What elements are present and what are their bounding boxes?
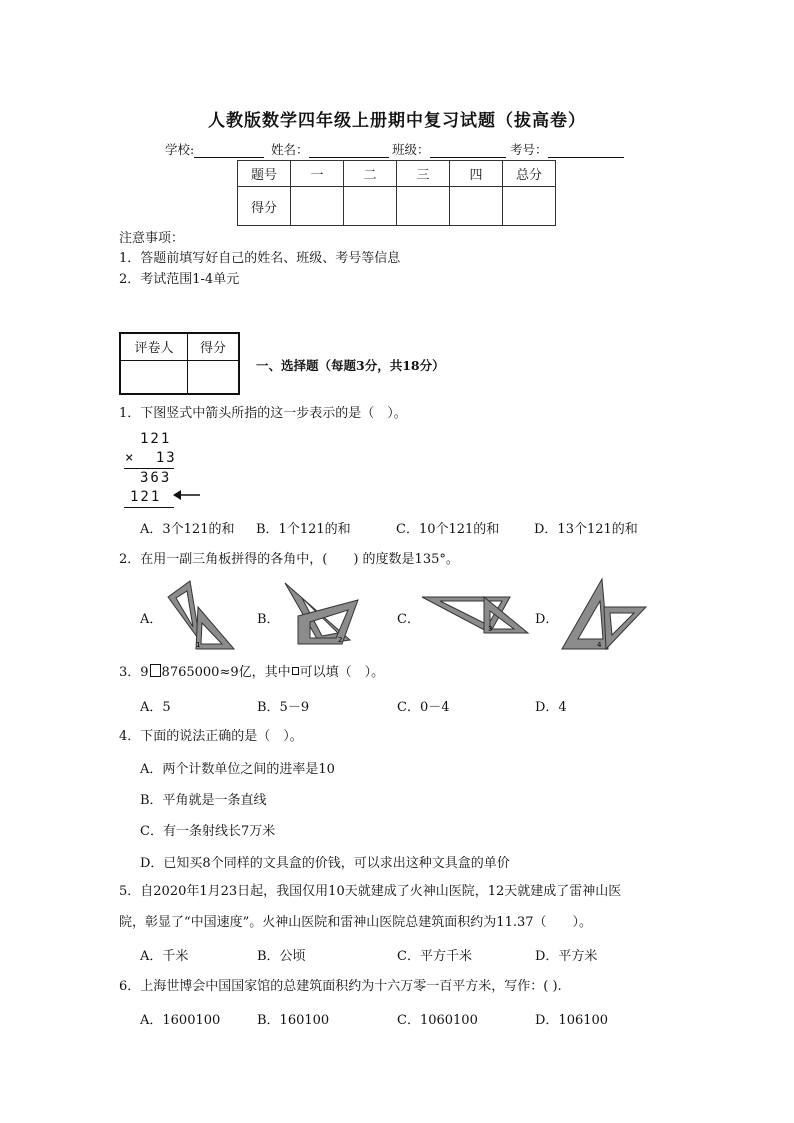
q5-option-c[interactable]: C．平方千米	[397, 949, 472, 964]
triangle-figure-d	[560, 577, 648, 651]
q4-option-d[interactable]: D．已知买8个同样的文具盒的价钱，可以求出这种文具盒的单价	[140, 856, 510, 871]
school-field	[165, 140, 264, 158]
triangle-figure-b	[280, 578, 362, 648]
q6-option-a[interactable]: A．1600100	[140, 1013, 221, 1028]
q5-option-b[interactable]: B．公顷	[257, 949, 306, 964]
calc-operator: ×	[125, 450, 136, 466]
name-label: 姓名：	[271, 142, 309, 157]
q2-option-d[interactable]: D．	[535, 612, 559, 627]
q1-option-b[interactable]: B．1个121的和	[256, 522, 351, 537]
id-blank[interactable]	[548, 143, 624, 158]
figure-label: 3	[488, 625, 493, 633]
page-title: 人教版数学四年级上册期中复习试题（拔高卷）	[208, 111, 586, 131]
id-label: 考号：	[510, 142, 548, 157]
calc-line-4: 121	[130, 489, 162, 505]
triangle-figure-a	[160, 577, 240, 653]
score-cell[interactable]	[503, 187, 556, 226]
score-cell[interactable]	[344, 187, 397, 226]
calc-line-3: 363	[140, 470, 172, 486]
class-blank[interactable]	[430, 143, 506, 158]
blank-box	[150, 664, 161, 677]
figure-label: 4	[597, 641, 602, 649]
notes-heading: 注意事项：	[119, 231, 185, 246]
q2-option-a[interactable]: A．	[140, 612, 163, 627]
class-label: 班级：	[392, 142, 430, 157]
score-cell[interactable]	[397, 187, 450, 226]
name-blank[interactable]	[309, 143, 389, 158]
small-blank-box	[292, 667, 299, 675]
q3-option-a[interactable]: A．5	[140, 700, 171, 715]
name-field	[271, 140, 389, 158]
calc-line-1: 121	[140, 431, 172, 447]
q3-option-c[interactable]: C．0－4	[397, 700, 450, 715]
q2-option-c[interactable]: C．	[397, 612, 420, 627]
school-blank[interactable]	[194, 143, 264, 158]
class-field	[392, 140, 506, 158]
question-4-stem: 4．下面的说法正确的是（ ）。	[119, 729, 303, 744]
calc-multiplier: 13	[155, 450, 177, 466]
note-item: 2．考试范围1-4单元	[119, 272, 240, 287]
question-3-stem	[119, 663, 384, 683]
figure-label: 2	[338, 636, 343, 644]
q3-stem-part-a: 3．9	[119, 665, 149, 680]
q4-option-b[interactable]: B．平角就是一条直线	[140, 793, 267, 808]
calc-rule-2	[124, 507, 174, 508]
q5-option-d[interactable]: D．平方米	[535, 949, 598, 964]
id-field	[510, 140, 624, 158]
grader-label: 评卷人	[120, 333, 188, 360]
section-title: 一、选择题（每题3分，共18分）	[256, 358, 445, 373]
score-header-cell: 四	[450, 161, 503, 187]
q5-option-a[interactable]: A．千米	[140, 949, 189, 964]
school-label: 学校:	[165, 142, 195, 157]
q2-option-b[interactable]: B．	[257, 612, 280, 627]
q4-option-a[interactable]: A．两个计数单位之间的进率是10	[140, 762, 335, 777]
score-header-cell: 二	[344, 161, 397, 187]
q6-option-d[interactable]: D．106100	[535, 1013, 609, 1028]
q1-option-c[interactable]: C．10个121的和	[396, 522, 500, 537]
score-row-label: 得分	[238, 187, 291, 226]
score-cell[interactable]	[450, 187, 503, 226]
note-item: 1．答题前填写好自己的姓名、班级、考号等信息	[119, 251, 401, 266]
q1-option-d[interactable]: D．13个121的和	[534, 522, 638, 537]
q1-option-a[interactable]: A．3个121的和	[140, 522, 235, 537]
question-6-stem: 6．上海世博会中国国家馆的总建筑面积约为十六万零一百平方米，写作：( ).	[119, 979, 562, 994]
grader-score-cell[interactable]	[188, 360, 240, 394]
q6-option-c[interactable]: C．1060100	[397, 1013, 478, 1028]
q4-option-c[interactable]: C．有一条射线长7万米	[140, 824, 276, 839]
score-cell[interactable]	[291, 187, 344, 226]
q3-option-d[interactable]: D．4	[535, 700, 567, 715]
arrow-left-icon	[172, 488, 202, 502]
score-table	[237, 160, 556, 226]
score-header-cell: 总分	[503, 161, 556, 187]
calc-rule-1	[124, 468, 174, 469]
q6-option-b[interactable]: B．160100	[257, 1013, 330, 1028]
question-1-stem: 1．下图竖式中箭头所指的这一步表示的是（ ）。	[119, 406, 407, 421]
figure-label: 1	[196, 641, 201, 649]
score-header-cell: 题号	[238, 161, 291, 187]
q3-option-b[interactable]: B．5－9	[257, 700, 310, 715]
score-header-cell: 一	[291, 161, 344, 187]
grader-table	[119, 332, 240, 395]
grader-score-label: 得分	[188, 333, 240, 360]
question-5-stem-line-1: 5．自2020年1月23日起，我国仅用10天就建成了火神山医院，12天就建成了雷神山医	[119, 884, 622, 899]
question-2-stem: 2．在用一副三角板拼得的各角中，( ) 的度数是135°。	[119, 552, 459, 567]
grader-cell[interactable]	[120, 360, 188, 394]
q3-stem-part-b: 8765000≈9亿，其中	[161, 665, 291, 680]
calc-line-2	[125, 450, 177, 466]
question-5-stem-line-2: 院，彰显了“中国速度”。火神山医院和雷神山医院总建筑面积约为11.37（ ）。	[119, 915, 593, 930]
q3-stem-part-c: 可以填（ ）。	[299, 665, 385, 680]
triangle-figure-c	[420, 589, 530, 639]
score-header-cell: 三	[397, 161, 450, 187]
